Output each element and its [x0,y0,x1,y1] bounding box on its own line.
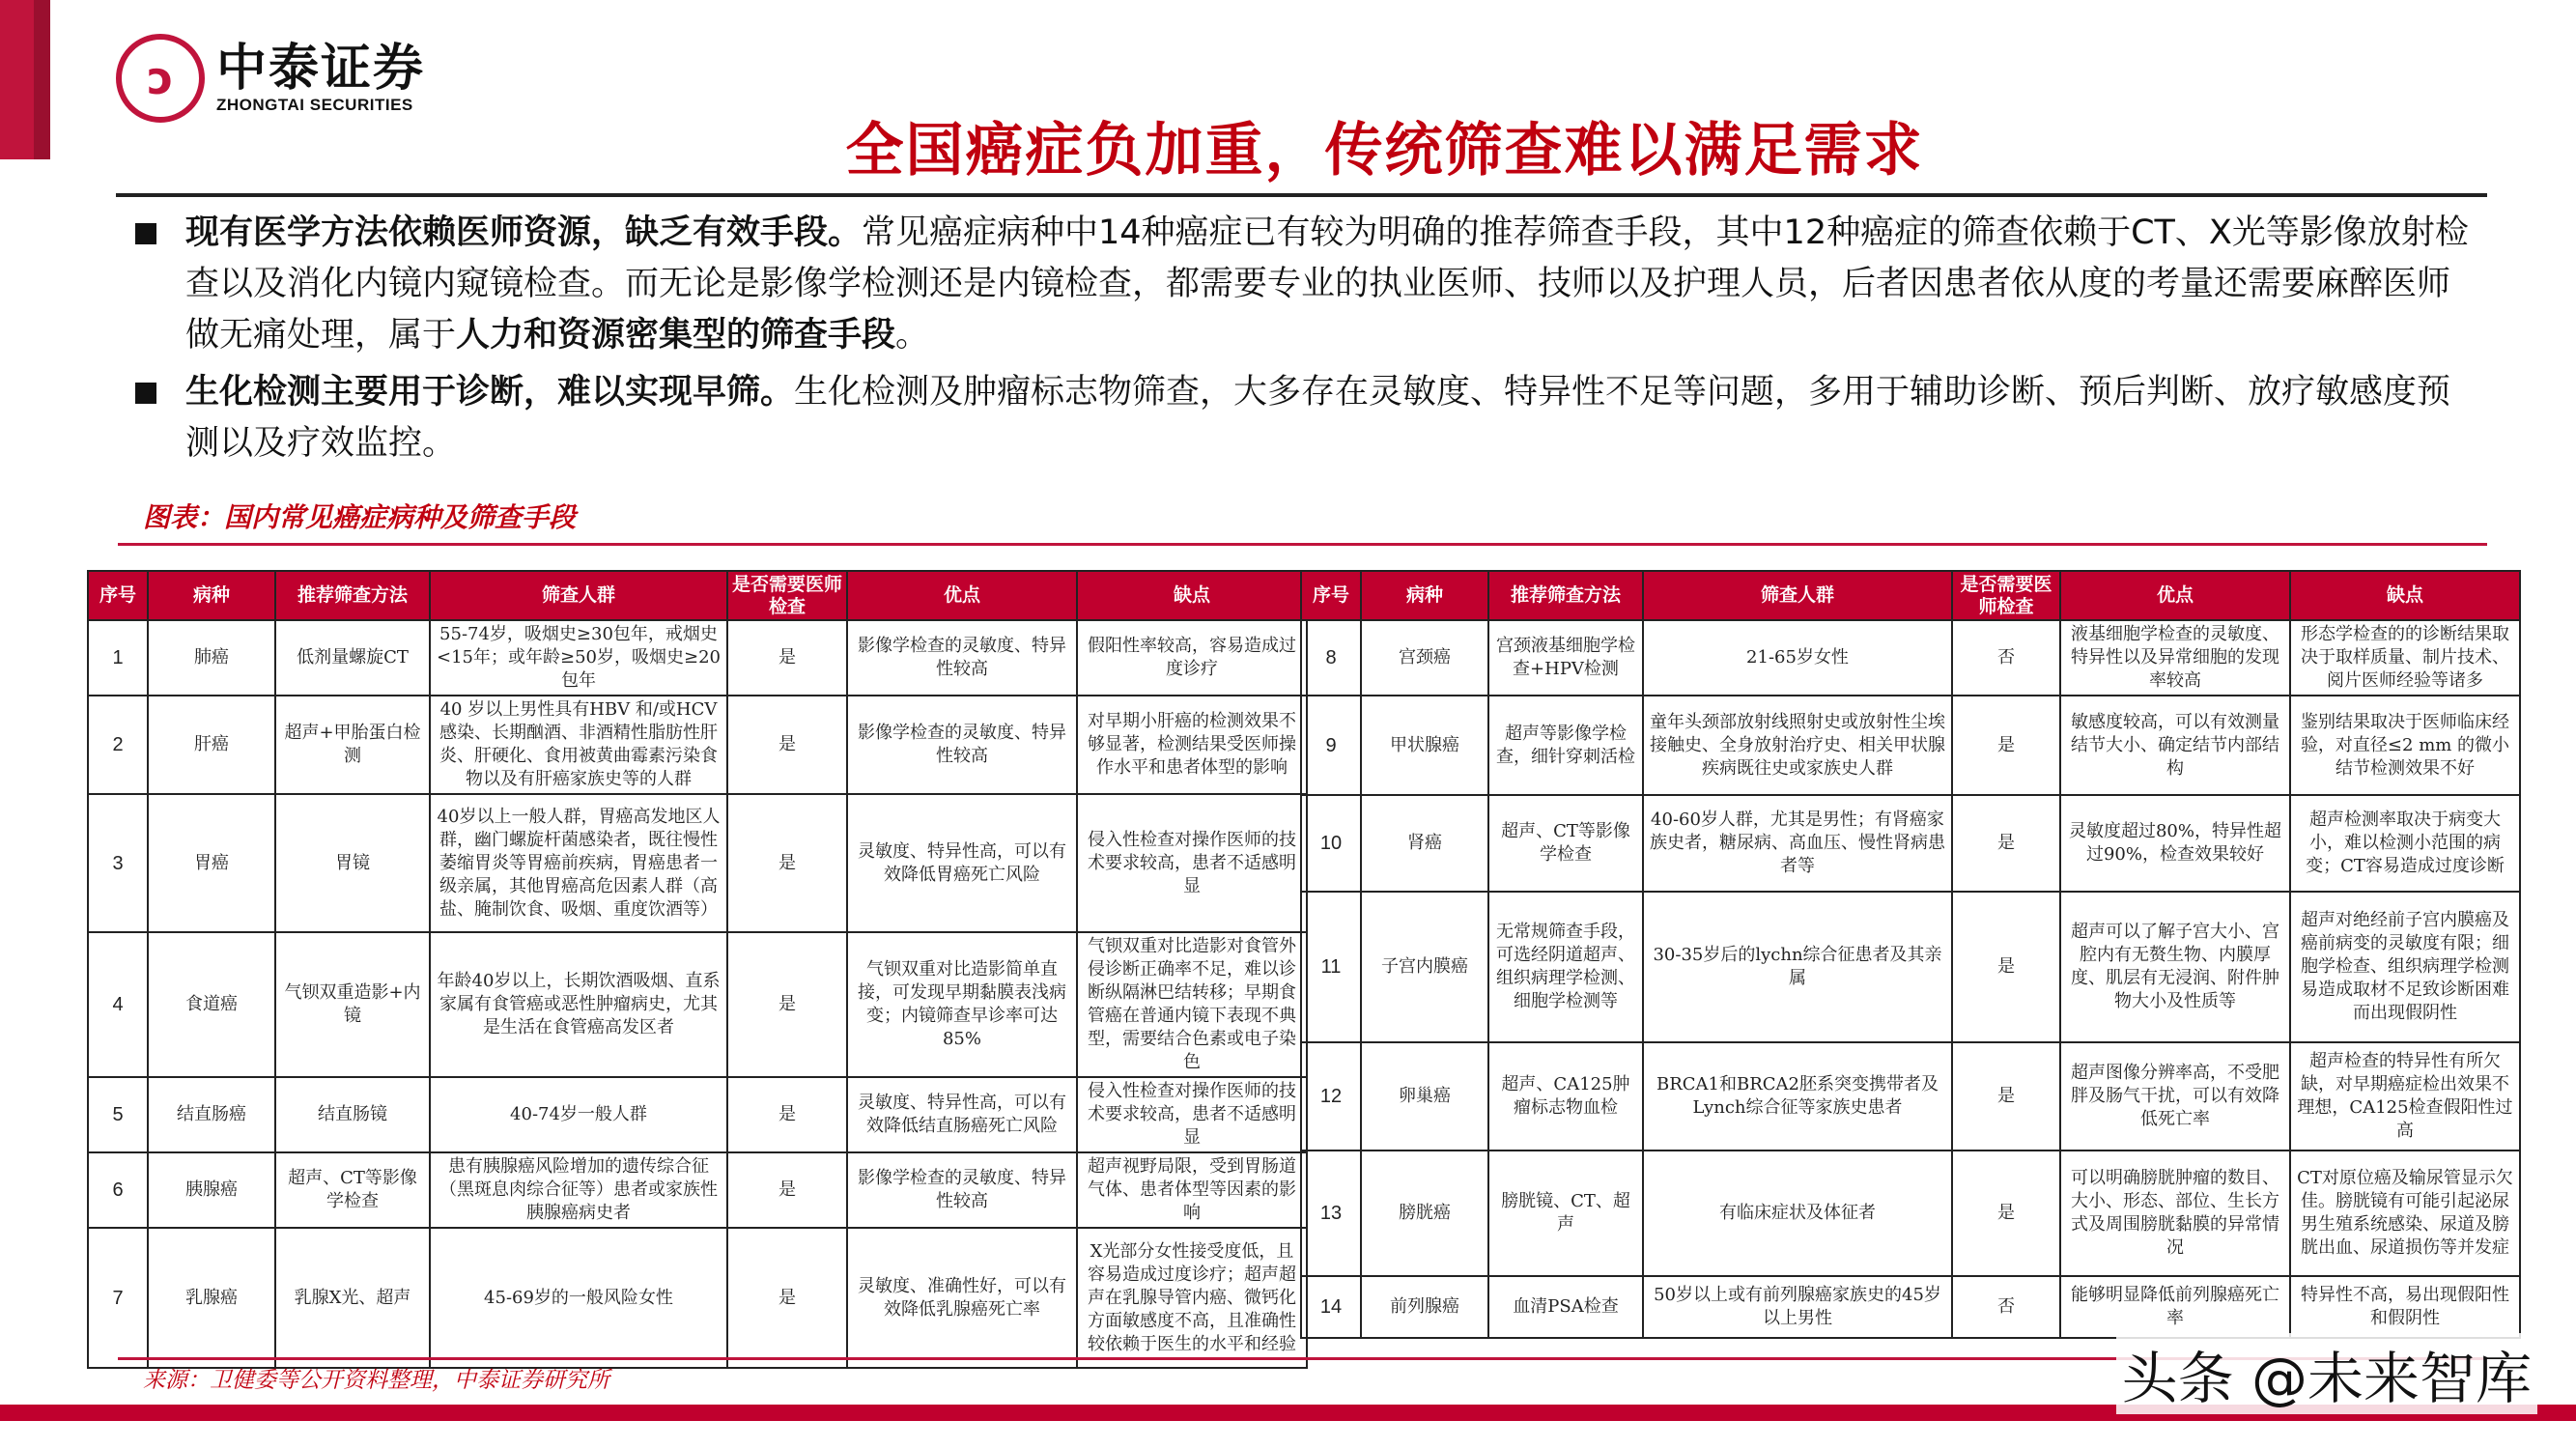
cell-population: 童年头颈部放射线照射史或放射性尘埃接触史、全身放射治疗史、相关甲状腺疾病既往史或家族史人群 [1643,696,1952,795]
cell-cons: 形态学检查的的诊断结果取决于取样质量、制片技术、阅片医师经验等诸多 [2290,620,2520,696]
cell-no: 10 [1301,795,1361,892]
cell-doctor: 是 [727,1228,847,1368]
col-header-cons: 缺点 [2290,571,2520,620]
table-row [1301,696,2520,795]
col-header-method: 推荐筛查方法 [1488,571,1643,620]
table-row [88,696,1307,794]
table-row [1301,1276,2520,1338]
cell-pros: 超声可以了解子宫大小、宫腔内有无赘生物、内膜厚度、肌层有无浸润、附件肿物大小及性质等 [2060,892,2290,1042]
square-bullet-icon [135,383,156,404]
cell-doctor: 是 [1952,696,2060,795]
cell-method: 无常规筛查手段，可选经阴道超声、组织病理学检测、细胞学检测等 [1488,892,1643,1042]
bullet-emphasis: 人力和资源密集型的筛查手段 [456,316,896,355]
col-header-no: 序号 [88,571,148,620]
cell-population: 55-74岁，吸烟史≥30包年，戒烟史<15年；或年龄≥50岁，吸烟史≥20包年 [430,620,727,696]
cell-cons: 侵入性检查对操作医师的技术要求较高，患者不适感明显 [1077,794,1307,932]
bullet-body: 常见癌症病种中14种癌症已有较为明确的推荐筛查手段，其中12种癌症的筛查依赖于CT、X光等影像放射检查以及消化内镜内窥镜检查。而无论是影像学检测还是内镜检查，都需要专业的执业医师、技师以及护理人员，后者因患者依从度的考量还需要麻醉医师做无痛处理，属于 [185,213,2469,355]
cell-no: 2 [88,696,148,794]
cell-pros: 敏感度较高，可以有效测量结节大小、确定结节内部结构 [2060,696,2290,795]
cell-population: 50岁以上或有前列腺癌家族史的45岁以上男性 [1643,1276,1952,1338]
cell-no: 14 [1301,1276,1361,1338]
cell-doctor: 是 [727,620,847,696]
cell-cons: 特异性不高，易出现假阳性和假阴性 [2290,1276,2520,1338]
cell-cons: 侵入性检查对操作医师的技术要求较高，患者不适感明显 [1077,1077,1307,1152]
cell-type: 膀胱癌 [1361,1151,1488,1276]
bullet-item [135,367,2470,469]
cell-population: 40-74岁一般人群 [430,1077,727,1152]
cell-no: 9 [1301,696,1361,795]
cell-type: 肺癌 [148,620,275,696]
cell-method: 宫颈液基细胞学检查+HPV检测 [1488,620,1643,696]
cell-pros: 灵敏度超过80%，特异性超过90%，检查效果较好 [2060,795,2290,892]
cell-doctor: 是 [727,932,847,1077]
cell-type: 结直肠癌 [148,1077,275,1152]
cell-population: 30-35岁后的lychn综合征患者及其亲属 [1643,892,1952,1042]
table-row [88,1077,1307,1152]
cell-cons: 超声检测率取决于病变大小，难以检测小范围的病变；CT容易造成过度诊断 [2290,795,2520,892]
cell-type: 乳腺癌 [148,1228,275,1368]
col-header-method: 推荐筛查方法 [275,571,430,620]
cell-pros: 灵敏度、特异性高，可以有效降低胃癌死亡风险 [847,794,1077,932]
table-row [88,620,1307,696]
bullet-heading: 现有医学方法依赖医师资源，缺乏有效手段。 [185,213,863,252]
cell-population: 有临床症状及体征者 [1643,1151,1952,1276]
cell-pros: 可以明确膀胱肿瘤的数目、大小、形态、部位、生长方式及周围膀胱黏膜的异常情况 [2060,1151,2290,1276]
cell-population: 40岁以上一般人群，胃癌高发地区人群，幽门螺旋杆菌感染者，既往慢性萎缩胃炎等胃癌前疾病，胃癌患者一级亲属，其他胃癌高危因素人群（高盐、腌制饮食、吸烟、重度饮酒等） [430,794,727,932]
col-header-population: 筛查人群 [430,571,727,620]
cell-doctor: 是 [1952,892,2060,1042]
cell-cons: 超声视野局限，受到胃肠道气体、患者体型等因素的影响 [1077,1152,1307,1228]
cell-type: 胃癌 [148,794,275,932]
cell-method: 乳腺X光、超声 [275,1228,430,1368]
cell-population: BRCA1和BRCA2胚系突变携带者及Lynch综合征等家族史患者 [1643,1042,1952,1151]
logo-mark-icon: ↄ [116,34,205,123]
cell-cons: X光部分女性接受度低，且容易造成过度诊疗；超声超声在乳腺导管内癌、微钙化方面敏感度不高，且准确性较依赖于医生的水平和经验 [1077,1228,1307,1368]
screening-table-right [1300,570,2521,1339]
cell-no: 3 [88,794,148,932]
cell-cons: 超声对绝经前子宫内膜癌及癌前病变的灵敏度有限；细胞学检查、组织病理学检测易造成取材不足致诊断困难而出现假阴性 [2290,892,2520,1042]
cell-cons: CT对原位癌及输尿管显示欠佳。膀胱镜有可能引起泌尿男生殖系统感染、尿道及膀胱出血、尿道损伤等并发症 [2290,1151,2520,1276]
cell-type: 子宫内膜癌 [1361,892,1488,1042]
cell-population: 患有胰腺癌风险增加的遗传综合征（黑斑息肉综合征等）患者或家族性胰腺癌病史者 [430,1152,727,1228]
cell-pros: 影像学检查的灵敏度、特异性较高 [847,620,1077,696]
cell-method: 血清PSA检查 [1488,1276,1643,1338]
table-row [1301,892,2520,1042]
cell-pros: 能够明显降低前列腺癌死亡率 [2060,1276,2290,1338]
cell-cons: 对早期小肝癌的检测效果不够显著，检测结果受医师操作水平和患者体型的影响 [1077,696,1307,794]
cell-population: 40 岁以上男性具有HBV 和/或HCV 感染、长期酗酒、非酒精性脂肪性肝炎、肝硬化、食用被黄曲霉素污染食物以及有肝癌家族史等的人群 [430,696,727,794]
cell-method: 胃镜 [275,794,430,932]
cell-method: 超声、CT等影像学检查 [1488,795,1643,892]
cell-doctor: 是 [727,794,847,932]
cell-cons: 鉴别结果取决于医师临床经验，对直径≤2 mm 的微小结节检测效果不好 [2290,696,2520,795]
cell-cons: 假阳性率较高，容易造成过度诊疗 [1077,620,1307,696]
col-header-pros: 优点 [2060,571,2290,620]
col-header-cons: 缺点 [1077,571,1307,620]
cell-pros: 超声图像分辨率高，不受肥胖及肠气干扰，可以有效降低死亡率 [2060,1042,2290,1151]
cell-method: 超声+甲胎蛋白检测 [275,696,430,794]
table-header-row [1301,571,2520,620]
cell-type: 宫颈癌 [1361,620,1488,696]
cell-doctor: 是 [727,696,847,794]
cell-method: 气钡双重造影+内镜 [275,932,430,1077]
cell-doctor: 是 [727,1152,847,1228]
cell-type: 甲状腺癌 [1361,696,1488,795]
cell-type: 肾癌 [1361,795,1488,892]
col-header-population: 筛查人群 [1643,571,1952,620]
table-row [1301,1151,2520,1276]
company-name-en: ZHONGTAI SECURITIES [216,96,413,114]
cell-cons: 超声检查的特异性有所欠缺，对早期癌症检出效果不理想，CA125检查假阳性过高 [2290,1042,2520,1151]
cell-pros: 影像学检查的灵敏度、特异性较高 [847,696,1077,794]
cell-no: 6 [88,1152,148,1228]
company-name-cn: 中泰证券 [216,40,426,98]
cell-pros: 灵敏度、准确性好，可以有效降低乳腺癌死亡率 [847,1228,1077,1368]
cell-pros: 灵敏度、特异性高，可以有效降低结直肠癌死亡风险 [847,1077,1077,1152]
cell-no: 12 [1301,1042,1361,1151]
cell-doctor: 是 [1952,1151,2060,1276]
cell-no: 5 [88,1077,148,1152]
bullet-item: 现有医学方法依赖医师资源，缺乏有效手段。常见癌症病种中14种癌症已有较为明确的推荐筛查手段，其中12种癌症的筛查依赖于CT、X光等影像放射检查以及消化内镜内窥镜检查。而无论是影像学检测还是内镜检查，都需要专业的执业医师、技师以及护理人员，后者因患者依从度的考量还需要麻醉医师做无痛处理，属于人力和资源密集型的筛查手段。 [135,208,2470,361]
cell-method: 低剂量螺旋CT [275,620,430,696]
table-row [1301,1042,2520,1151]
col-header-pros: 优点 [847,571,1077,620]
col-header-doctor: 是否需要医师检查 [1952,571,2060,620]
cell-cons: 气钡双重对比造影对食管外侵诊断正确率不足，难以诊断纵隔淋巴结转移；早期食管癌在普通内镜下表现不典型，需要结合色素或电子染色 [1077,932,1307,1077]
cell-pros: 液基细胞学检查的灵敏度、特异性以及异常细胞的发现率较高 [2060,620,2290,696]
square-bullet-icon [135,223,156,244]
cell-population: 年龄40岁以上，长期饮酒吸烟、直系家属有食管癌或恶性肿瘤病史，尤其是生活在食管癌高发区者 [430,932,727,1077]
cell-doctor: 否 [1952,1276,2060,1338]
cell-doctor: 是 [1952,1042,2060,1151]
cell-type: 食道癌 [148,932,275,1077]
cell-doctor: 是 [727,1077,847,1152]
cell-population: 45-69岁的一般风险女性 [430,1228,727,1368]
cell-no: 1 [88,620,148,696]
cell-method: 膀胱镜、CT、超声 [1488,1151,1643,1276]
cell-method: 超声、CT等影像学检查 [275,1152,430,1228]
table-row [88,932,1307,1077]
col-header-doctor: 是否需要医师检查 [727,571,847,620]
cell-method: 结直肠镜 [275,1077,430,1152]
source-note: 来源：卫健委等公开资料整理，中泰证券研究所 [143,1368,609,1393]
cell-no: 4 [88,932,148,1077]
cell-doctor: 是 [1952,795,2060,892]
cell-type: 前列腺癌 [1361,1276,1488,1338]
col-header-type: 病种 [148,571,275,620]
page-title: 全国癌症负加重，传统筛查难以满足需求 [845,117,1924,185]
cell-no: 13 [1301,1151,1361,1276]
bullet-list [135,208,2470,475]
bullet-heading: 生化检测主要用于诊断，难以实现早筛。 [185,373,795,412]
cell-population: 21-65岁女性 [1643,620,1952,696]
table-row [1301,620,2520,696]
cell-type: 胰腺癌 [148,1152,275,1228]
cell-method: 超声等影像学检查，细针穿刺活检 [1488,696,1643,795]
cell-no: 11 [1301,892,1361,1042]
caption-divider [118,543,2487,546]
cell-doctor: 否 [1952,620,2060,696]
table-row [1301,795,2520,892]
cell-method: 超声、CA125肿瘤标志物血检 [1488,1042,1643,1151]
cell-type: 肝癌 [148,696,275,794]
cell-population: 40-60岁人群，尤其是男性；有肾癌家族史者，糖尿病、高血压、慢性肾病患者等 [1643,795,1952,892]
cell-type: 卵巢癌 [1361,1042,1488,1151]
table-row [88,794,1307,932]
bullet-body: 生化检测及肿瘤标志物筛查，大多存在灵敏度、特异性不足等问题，多用于辅助诊断、预后判断、放疗敏感度预测以及疗效监控。 [185,373,2451,463]
cell-no: 7 [88,1228,148,1368]
cell-no: 8 [1301,620,1361,696]
table-row [88,1152,1307,1228]
cell-pros: 气钡双重对比造影简单直接，可发现早期黏膜表浅病变；内镜筛查早诊率可达85% [847,932,1077,1077]
col-header-no: 序号 [1301,571,1361,620]
col-header-type: 病种 [1361,571,1488,620]
watermark: 头条 @未来智库 [2116,1333,2537,1414]
table-header-row [88,571,1307,620]
figure-caption: 图表：国内常见癌症病种及筛查手段 [143,501,577,533]
table-row [88,1228,1307,1368]
screening-table-left [87,570,1308,1369]
title-divider [116,193,2487,197]
cell-pros: 影像学检查的灵敏度、特异性较高 [847,1152,1077,1228]
